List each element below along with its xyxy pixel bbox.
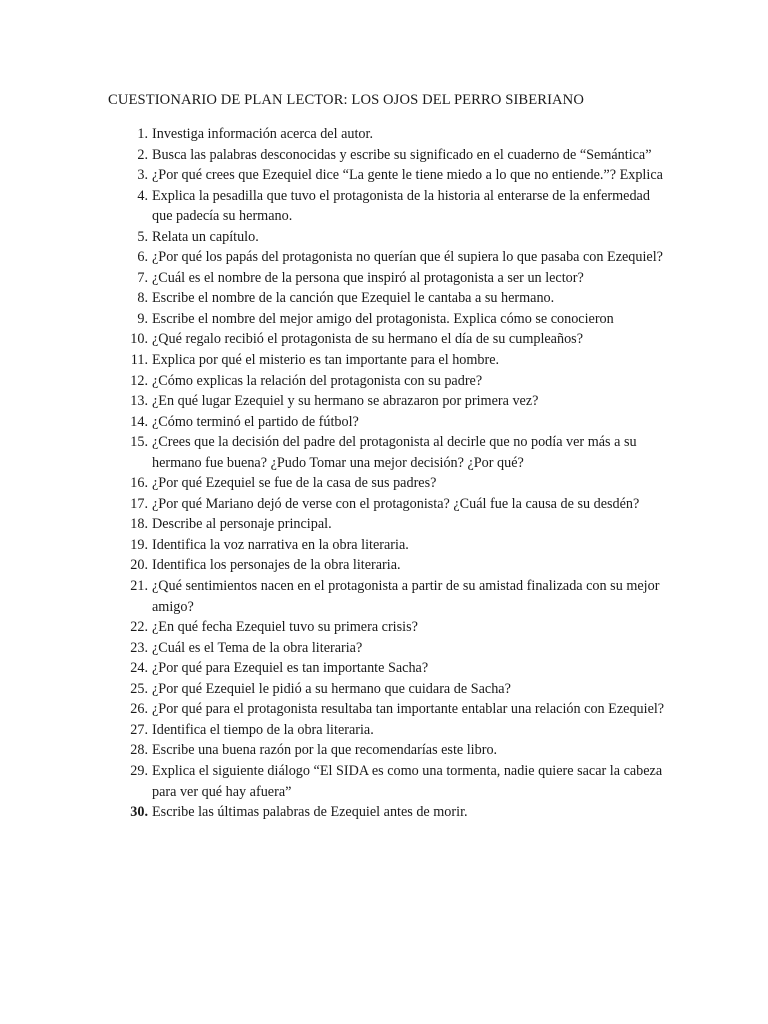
question-list [108, 124, 668, 823]
question-number: 21. [130, 578, 148, 595]
question-text: Identifica el tiempo de la obra literaria. [152, 721, 374, 738]
question-number: 22. [130, 619, 148, 636]
question-text: ¿Qué regalo recibió el protagonista de su hermano el día de su cumpleaños? [152, 331, 583, 348]
question-item [108, 802, 668, 823]
question-item [108, 227, 668, 248]
question-number: 17. [130, 495, 148, 512]
question-number: 5. [137, 228, 148, 245]
question-item [108, 165, 668, 186]
question-text: Explica el siguiente diálogo “El SIDA es como una tormenta, nadie quiere sacar la cabeza para ver qué hay afuera” [152, 762, 663, 800]
question-text: ¿Por qué crees que Ezequiel dice “La gente le tiene miedo a lo que no entiende.”? Explica [152, 167, 663, 184]
question-number: 25. [130, 680, 148, 697]
question-item [108, 720, 668, 741]
question-text: Busca las palabras desconocidas y escribe su significado en el cuaderno de “Semántica” [152, 146, 652, 163]
question-number: 8. [137, 290, 148, 307]
question-item [108, 494, 668, 515]
question-text: ¿Por qué Ezequiel se fue de la casa de sus padres? [152, 475, 437, 492]
question-number: 11. [130, 352, 148, 369]
question-text: ¿En qué fecha Ezequiel tuvo su primera crisis? [152, 619, 418, 636]
question-item [108, 371, 668, 392]
question-number: 10. [130, 331, 148, 348]
question-number: 27. [130, 721, 148, 738]
question-item [108, 740, 668, 761]
question-number: 9. [137, 310, 148, 327]
question-item [108, 514, 668, 535]
question-item [108, 617, 668, 638]
question-number: 13. [130, 393, 148, 410]
question-item [108, 679, 668, 700]
question-text: Escribe las últimas palabras de Ezequiel antes de morir. [152, 804, 468, 821]
question-number: 24. [130, 660, 148, 677]
question-number: 23. [130, 639, 148, 656]
question-text: ¿Por qué Ezequiel le pidió a su hermano que cuidara de Sacha? [152, 680, 511, 697]
question-text: ¿Por qué Mariano dejó de verse con el protagonista? ¿Cuál fue la causa de su desdén? [152, 495, 640, 512]
question-text: ¿En qué lugar Ezequiel y su hermano se abrazaron por primera vez? [152, 393, 539, 410]
question-number: 14. [130, 413, 148, 430]
question-item [108, 432, 668, 473]
question-text: Relata un capítulo. [152, 228, 259, 245]
question-text: ¿Cómo explicas la relación del protagonista con su padre? [152, 372, 483, 389]
question-item [108, 555, 668, 576]
question-text: ¿Por qué para Ezequiel es tan importante Sacha? [152, 660, 429, 677]
question-item [108, 391, 668, 412]
question-number: 30. [130, 804, 148, 821]
question-text: ¿Qué sentimientos nacen en el protagonista a partir de su amistad finalizada con su mejor amigo? [152, 578, 660, 615]
question-number: 20. [130, 557, 148, 574]
question-number: 15. [130, 434, 148, 451]
question-text: ¿Por qué los papás del protagonista no querían que él supiera lo que pasaba con Ezequiel? [152, 249, 663, 266]
question-number: 28. [130, 742, 148, 759]
question-item [108, 145, 668, 166]
question-number: 1. [137, 126, 148, 142]
question-number: 6. [137, 249, 148, 266]
question-item [108, 268, 668, 289]
question-item [108, 699, 668, 720]
question-item [108, 473, 668, 494]
question-number: 2. [137, 146, 148, 163]
question-item [108, 658, 668, 679]
question-item [108, 124, 668, 145]
question-text: Escribe el nombre del mejor amigo del protagonista. Explica cómo se conocieron [152, 310, 614, 327]
question-text: ¿Crees que la decisión del padre del protagonista al decirle que no podía ver más a su hermano fue buena? ¿Pudo Tomar una mejor decisión? ¿Por qué? [152, 434, 637, 471]
question-text: Explica por qué el misterio es tan importante para el hombre. [152, 352, 500, 369]
question-number: 3. [137, 167, 148, 184]
question-item [108, 186, 668, 227]
question-item [108, 288, 668, 309]
question-text: ¿Cuál es el Tema de la obra literaria? [152, 639, 363, 656]
question-item [108, 309, 668, 330]
document-title: CUESTIONARIO DE PLAN LECTOR: LOS OJOS DEL PERRO SIBERIANO [108, 92, 584, 108]
question-text: ¿Cómo terminó el partido de fútbol? [152, 413, 359, 430]
question-text: Escribe el nombre de la canción que Ezequiel le cantaba a su hermano. [152, 290, 555, 307]
question-text: Identifica los personajes de la obra literaria. [152, 557, 401, 574]
question-text: Escribe una buena razón por la que recomendarías este libro. [152, 742, 498, 759]
question-text: Investiga información acerca del autor. [152, 126, 373, 142]
question-item [108, 761, 668, 802]
question-number: 16. [130, 475, 148, 492]
question-item [108, 535, 668, 556]
question-number: 4. [137, 187, 148, 204]
question-text: ¿Cuál es el nombre de la persona que inspiró al protagonista a ser un lector? [152, 269, 584, 286]
question-item [108, 576, 668, 617]
question-text: Describe al personaje principal. [152, 516, 332, 533]
question-text: Identifica la voz narrativa en la obra literaria. [152, 536, 409, 553]
question-number: 12. [130, 372, 148, 389]
question-number: 29. [130, 762, 148, 779]
question-number: 7. [137, 269, 148, 286]
question-item [108, 329, 668, 350]
question-number: 26. [130, 701, 148, 718]
question-text: Explica la pesadilla que tuvo el protagonista de la historia al enterarse de la enfermedad que padecía su hermano. [152, 187, 650, 225]
question-item [108, 638, 668, 659]
question-item [108, 412, 668, 433]
question-number: 19. [130, 536, 148, 553]
question-number: 18. [130, 516, 148, 533]
question-item [108, 247, 668, 268]
question-item [108, 350, 668, 371]
question-text: ¿Por qué para el protagonista resultaba tan importante entablar una relación con Ezequiel? [152, 701, 665, 718]
